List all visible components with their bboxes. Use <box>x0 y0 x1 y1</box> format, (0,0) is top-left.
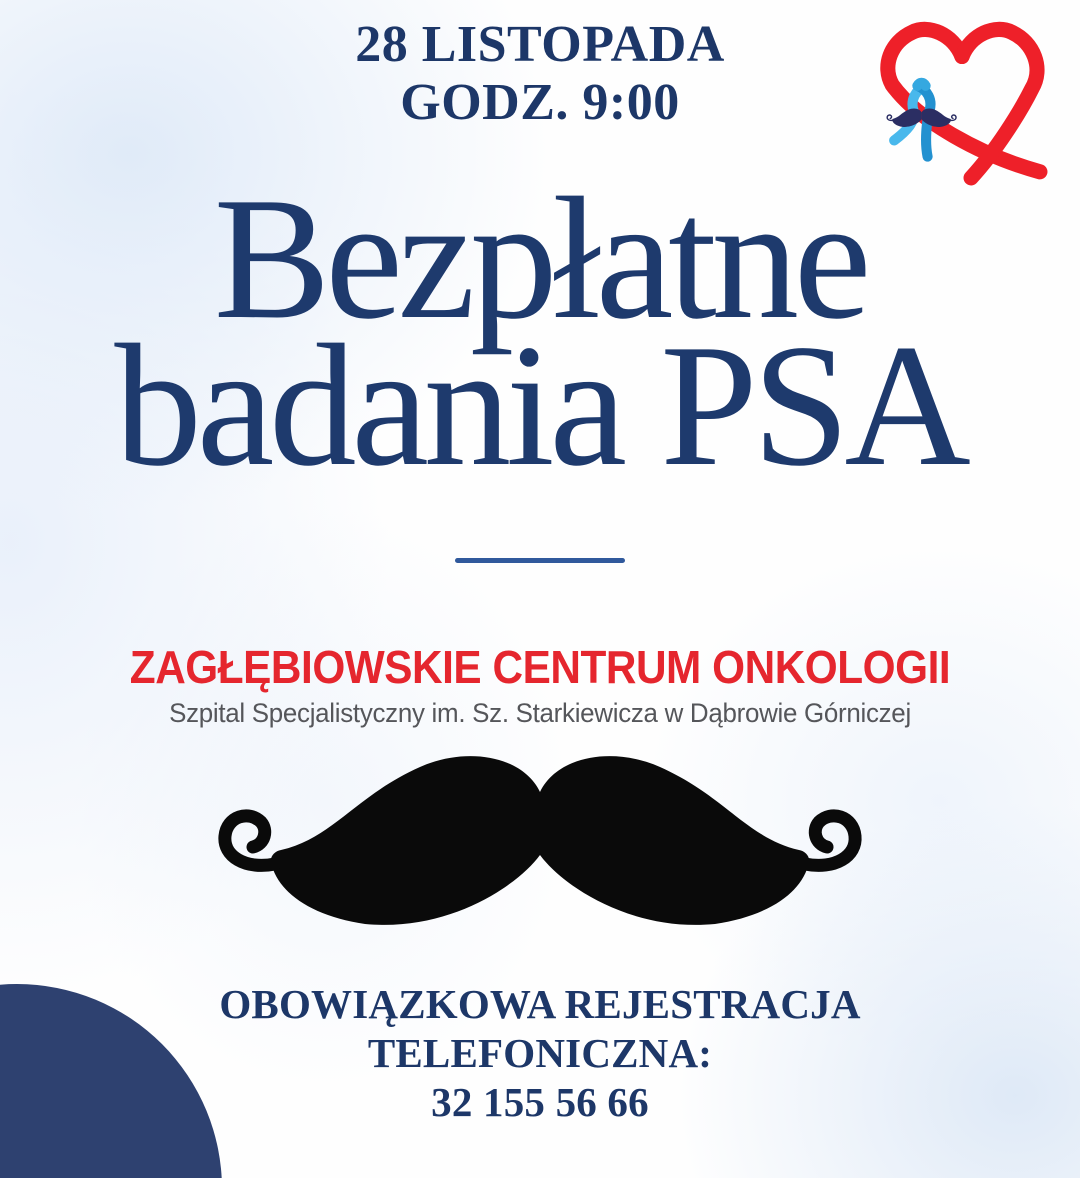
organization-subtitle: Szpital Specjalistyczny im. Sz. Starkiewicza w Dąbrowie Górniczej <box>169 698 911 728</box>
registration-line1: OBOWIĄZKOWA REJESTRACJA <box>219 981 861 1027</box>
registration-line2: TELEFONICZNA: <box>367 1030 713 1076</box>
poster-title-line1: Bezpłatne <box>213 161 867 355</box>
registration-phone: 32 155 56 66 <box>431 1079 649 1125</box>
organization-name: ZAGŁĘBIOWSKIE CENTRUM ONKOLOGII <box>129 641 951 693</box>
organization-block <box>0 642 1080 728</box>
heart-ribbon-mustache-logo-icon <box>878 18 1050 190</box>
divider-line <box>455 558 625 563</box>
poster-title <box>0 161 1080 502</box>
event-date: 28 LISTOPADA <box>355 16 725 73</box>
mustache-icon <box>215 752 865 952</box>
poster-title-line2: badania PSA <box>114 308 966 502</box>
event-time: GODZ. 9:00 <box>400 74 680 131</box>
